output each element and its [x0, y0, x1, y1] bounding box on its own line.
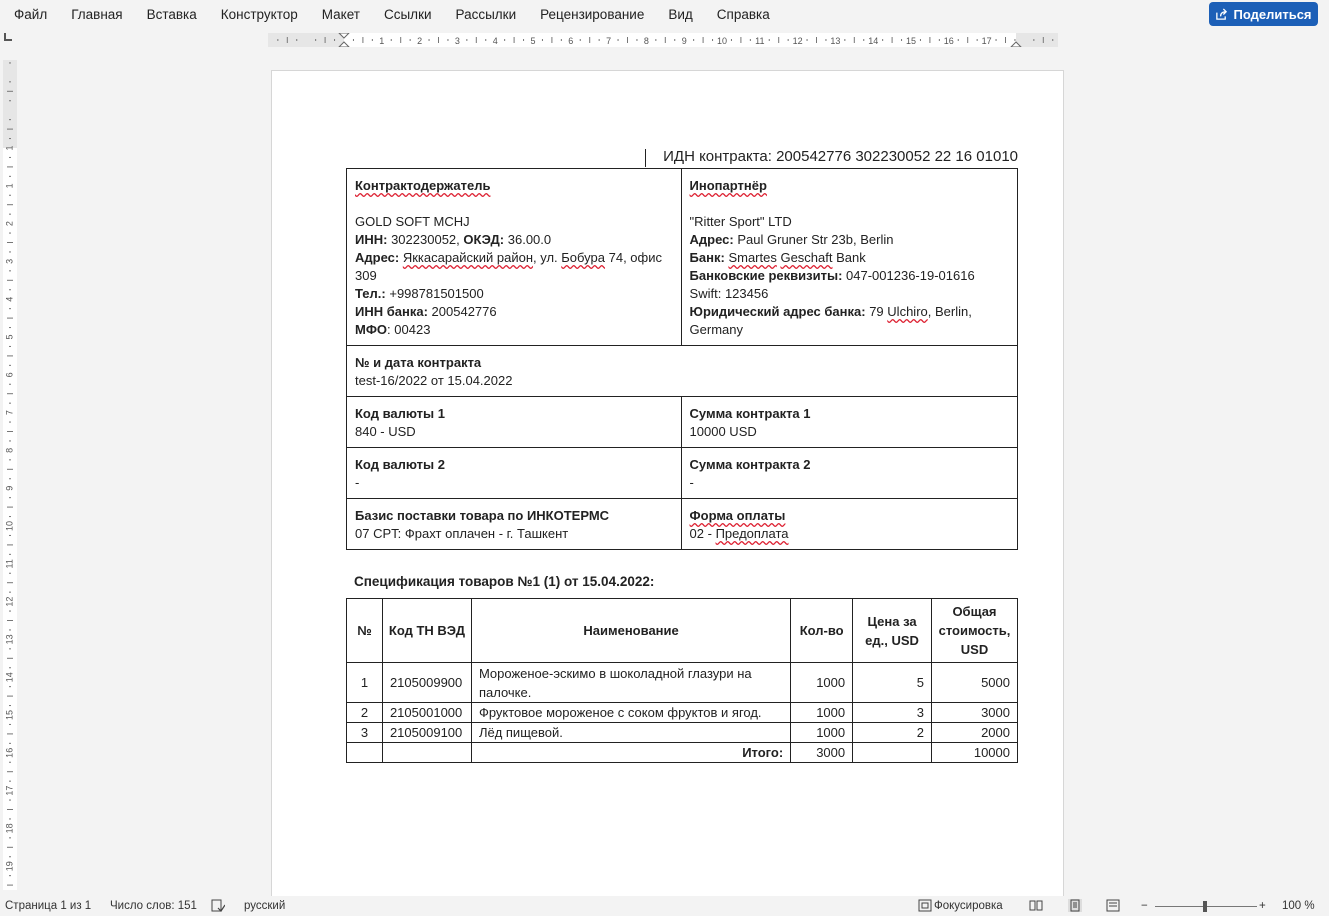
sum1-cell — [681, 397, 1017, 448]
row-total: 3000 — [931, 703, 1017, 723]
total-empty-no — [347, 743, 383, 763]
okad-label: ОКЭД: — [463, 232, 505, 247]
share-icon — [1215, 8, 1228, 21]
total-sum: 10000 — [931, 743, 1017, 763]
contract-no-cell — [347, 346, 1018, 397]
table-row — [347, 723, 1018, 743]
print-layout-icon[interactable] — [1068, 899, 1082, 912]
ruler-number: 5 — [530, 36, 536, 46]
currency2-value: - — [355, 475, 360, 490]
ruler-number: 14 — [4, 672, 15, 683]
sum2-value: - — [689, 475, 694, 490]
row-code: 2105009100 — [382, 723, 471, 743]
row-price: 5 — [853, 663, 932, 703]
share-button[interactable] — [1209, 2, 1318, 26]
col-name: Наименование — [471, 599, 790, 663]
row-code: 2105009900 — [382, 663, 471, 703]
ruler-number: 6 — [4, 372, 15, 378]
row-total: 5000 — [931, 663, 1017, 703]
partner-address-value: Paul Gruner Str 23b, Berlin — [737, 232, 894, 247]
partner-address-line — [690, 231, 1009, 249]
address-sep: , ул. — [533, 250, 562, 265]
ruler-number: 6 — [568, 36, 574, 46]
payment-value: Предоплата — [715, 526, 789, 541]
partner-bank-label: Банк: — [689, 250, 725, 265]
total-label: Итого: — [471, 743, 790, 763]
web-layout-icon[interactable] — [1106, 899, 1120, 912]
ruler-number: 8 — [4, 447, 15, 453]
ruler-number: 14 — [868, 36, 879, 46]
incoterms-cell — [347, 499, 682, 550]
requisites-value: 047-001236-19-01616 — [846, 268, 975, 283]
read-mode-icon[interactable] — [1029, 899, 1043, 912]
sum1-label: Сумма контракта 1 — [689, 406, 811, 421]
spec-table — [346, 598, 1018, 763]
row-qty: 1000 — [791, 723, 853, 743]
currency2-cell — [347, 448, 682, 499]
ruler-number: 1 — [379, 36, 385, 46]
zoom-in-button[interactable]: + — [1259, 900, 1266, 912]
word-count[interactable]: Число слов: 151 — [110, 900, 197, 912]
ruler-number: 9 — [681, 36, 687, 46]
share-label: Поделиться — [1233, 6, 1312, 22]
menu-mailings[interactable]: Рассылки — [455, 7, 517, 22]
menu-design[interactable]: Конструктор — [220, 7, 298, 22]
zoom-out-button[interactable]: − — [1141, 900, 1148, 912]
incoterms-label: Базис поставки товара по ИНКОТЕРМС — [355, 508, 610, 523]
holder-inn-line — [355, 231, 673, 249]
bank-inn-value: 200542776 — [431, 304, 497, 319]
legal-city: Ulchiro — [887, 304, 928, 319]
horizontal-ruler[interactable] — [268, 33, 1058, 47]
ruler-number: 15 — [4, 709, 15, 721]
row-name: Фруктовое мороженое с соком фруктов и ягод. — [471, 703, 790, 723]
holder-title: Контрактодержатель — [355, 178, 491, 193]
ruler-number: 10 — [716, 36, 728, 46]
row-code: 2105001000 — [382, 703, 471, 723]
legal-number: 79 — [869, 304, 884, 319]
total-empty-price — [853, 743, 932, 763]
partner-title: Инопартнёр — [689, 178, 767, 193]
col-total: Общая стоимость, USD — [931, 599, 1017, 663]
partner-bank-line — [690, 249, 1009, 267]
ruler-number: 12 — [792, 36, 803, 46]
ruler-number: 16 — [943, 36, 954, 46]
ruler-number: 2 — [417, 36, 423, 46]
ruler-number: 19 — [4, 861, 15, 872]
ruler-number: 8 — [643, 36, 649, 46]
contract-no-label: № и дата контракта — [355, 355, 482, 370]
menu-references[interactable]: Ссылки — [383, 7, 432, 22]
ruler-number: 11 — [4, 559, 15, 569]
ruler-number: 17 — [981, 36, 992, 46]
partner-requisites-line — [690, 267, 1009, 285]
tab-stop-selector[interactable] — [4, 33, 12, 41]
mfo-label: МФО — [355, 322, 388, 337]
spec-title: Спецификация товаров №1 (1) от 15.04.2022: — [354, 574, 655, 589]
currency1-label: Код валюты 1 — [355, 406, 445, 421]
total-qty: 3000 — [791, 743, 853, 763]
tel-value: +998781501500 — [389, 286, 484, 301]
zoom-level[interactable]: 100 % — [1282, 900, 1315, 912]
incoterms-value: 07 CPT: Фрахт оплачен - г. Ташкент — [355, 526, 569, 541]
address-rest: 74, офис 309 — [355, 250, 662, 283]
proofing-icon[interactable] — [211, 899, 225, 912]
row-no: 2 — [347, 703, 383, 723]
inn-label: ИНН: — [355, 232, 388, 247]
mfo-value: : 00423 — [387, 322, 431, 337]
contract-table — [346, 168, 1018, 550]
ruler-number: 4 — [492, 36, 498, 46]
col-code: Код ТН ВЭД — [382, 599, 471, 663]
row-name: Лёд пищевой. — [471, 723, 790, 743]
payment-line — [690, 525, 1009, 543]
ruler-number: 10 — [4, 520, 15, 532]
ruler-number: 13 — [4, 634, 15, 645]
ruler-number: 12 — [4, 596, 15, 607]
language[interactable]: русский — [244, 900, 286, 912]
row-price: 2 — [853, 723, 932, 743]
currency2-label: Код валюты 2 — [355, 457, 445, 472]
partner-cell — [681, 169, 1017, 346]
row-name: Мороженое-эскимо в шоколадной глазури на палочке. — [471, 663, 790, 703]
row-price: 3 — [853, 703, 932, 723]
partner-swift: Swift: 123456 — [689, 286, 769, 301]
col-qty: Кол-во — [791, 599, 853, 663]
ruler-number: 5 — [4, 334, 15, 340]
partner-legal-line — [690, 303, 1009, 339]
focus-button[interactable]: Фокусировка — [934, 900, 1003, 912]
menu-view[interactable]: Вид — [668, 7, 693, 22]
address-street: Бобура — [561, 250, 606, 265]
menu-insert[interactable]: Вставка — [146, 7, 197, 22]
zoom-slider-thumb[interactable] — [1203, 901, 1207, 912]
vertical-ruler[interactable] — [3, 60, 17, 890]
contract-no-value: test-16/2022 от 15.04.2022 — [355, 373, 513, 388]
table-row — [347, 703, 1018, 723]
page-count[interactable]: Страница 1 из 1 — [5, 900, 92, 912]
ruler-number: 3 — [454, 36, 460, 46]
payment-cell — [681, 499, 1017, 550]
ruler-number: 7 — [606, 36, 612, 46]
focus-icon — [918, 899, 932, 912]
ruler-number: 1 — [4, 183, 15, 189]
address-label: Адрес: — [355, 250, 400, 265]
row-total: 2000 — [931, 723, 1017, 743]
total-empty-code — [382, 743, 471, 763]
partner-bank-c: Bank — [836, 250, 866, 265]
requisites-label: Банковские реквизиты: — [689, 268, 843, 283]
ruler-number: 18 — [4, 823, 15, 834]
ruler-number: 3 — [4, 258, 15, 264]
menu-layout[interactable]: Макет — [321, 7, 360, 22]
currency1-cell — [347, 397, 682, 448]
ruler-number: 17 — [4, 785, 15, 796]
inn-value: 302230052, — [391, 232, 460, 247]
col-no: № — [347, 599, 383, 663]
contract-idn: ИДН контракта: 200542776 302230052 22 16 01010 — [663, 148, 1018, 165]
okad-value: 36.00.0 — [507, 232, 552, 247]
menu-home[interactable]: Главная — [71, 7, 123, 22]
partner-address-label: Адрес: — [689, 232, 734, 247]
row-no: 3 — [347, 723, 383, 743]
sum2-label: Сумма контракта 2 — [689, 457, 811, 472]
holder-tel-line — [355, 285, 673, 303]
holder-mfo-line — [355, 321, 673, 339]
holder-address-line — [355, 249, 673, 285]
spec-header-row — [347, 599, 1018, 663]
col-price: Цена за ед., USD — [853, 599, 932, 663]
currency1-value: 840 - USD — [355, 424, 416, 439]
row-qty: 1000 — [791, 703, 853, 723]
holder-cell — [347, 169, 682, 346]
bank-inn-label: ИНН банка: — [355, 304, 428, 319]
payment-code: 02 - — [689, 526, 716, 541]
ruler-number: 9 — [4, 485, 15, 491]
menu-review[interactable]: Рецензирование — [540, 7, 645, 22]
table-row — [347, 663, 1018, 703]
spec-total-row — [347, 743, 1018, 763]
ruler-number: 7 — [4, 410, 15, 416]
ruler-number: 2 — [4, 221, 15, 227]
address-district: Яккасарайский район — [402, 250, 534, 265]
legal-rest: , Berlin, Germany — [689, 304, 972, 337]
partner-bank-a: Smartes — [728, 250, 777, 265]
legal-label: Юридический адрес банка: — [689, 304, 866, 319]
ruler-number: 4 — [4, 296, 15, 302]
tel-label: Тел.: — [355, 286, 386, 301]
holder-bank-inn-line — [355, 303, 673, 321]
ruler-number: 1 — [4, 145, 15, 151]
ruler-number: 15 — [905, 36, 917, 46]
sum2-cell — [681, 448, 1017, 499]
status-bar — [0, 896, 1329, 916]
menu-help[interactable]: Справка — [716, 7, 770, 22]
partner-bank-b: Geschaft — [780, 250, 833, 265]
ruler-number: 11 — [755, 36, 765, 46]
menu-bar — [0, 0, 1329, 29]
sum1-value: 10000 USD — [689, 424, 757, 439]
partner-name: "Ritter Sport" LTD — [689, 214, 792, 229]
ruler-number: 16 — [4, 747, 15, 758]
menu-file[interactable]: Файл — [14, 7, 48, 22]
ruler-number: 13 — [830, 36, 841, 46]
row-no: 1 — [347, 663, 383, 703]
row-qty: 1000 — [791, 663, 853, 703]
holder-name: GOLD SOFT MCHJ — [355, 214, 470, 229]
payment-label: Форма оплаты — [689, 508, 786, 523]
